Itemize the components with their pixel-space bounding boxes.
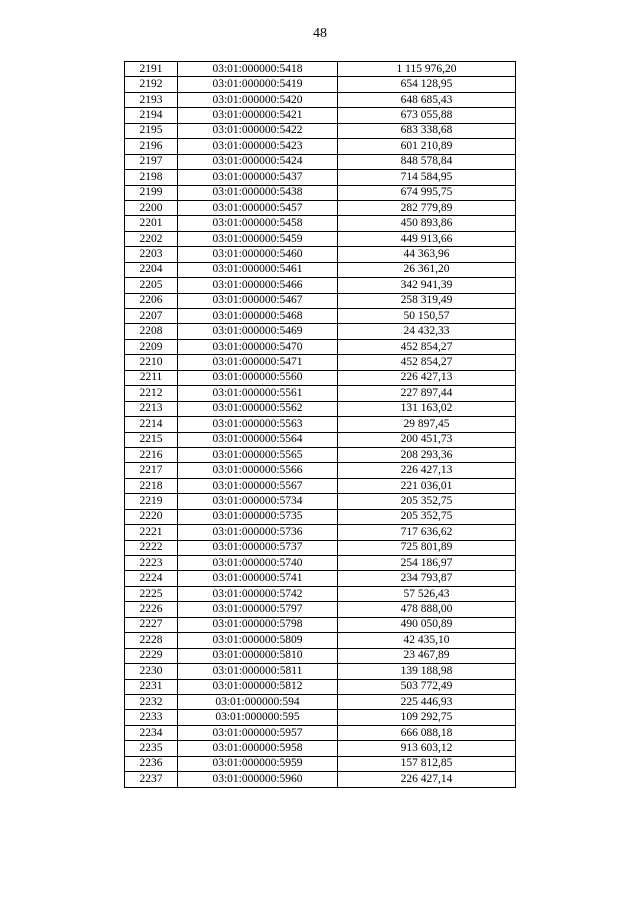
- row-number-cell: 2196: [125, 139, 178, 154]
- row-number-cell: 2203: [125, 247, 178, 262]
- cadastral-value-cell: 254 186,97: [338, 556, 516, 571]
- cadastral-number-cell: 03:01:000000:5438: [178, 185, 338, 200]
- cadastral-value-cell: 725 801,89: [338, 540, 516, 555]
- cadastral-number-cell: 03:01:000000:5957: [178, 725, 338, 740]
- cadastral-value-cell: 490 050,89: [338, 617, 516, 632]
- row-number-cell: 2205: [125, 278, 178, 293]
- row-number-cell: 2213: [125, 401, 178, 416]
- row-number-cell: 2195: [125, 123, 178, 138]
- table-row: [125, 355, 516, 370]
- cadastral-number-cell: 03:01:000000:5421: [178, 108, 338, 123]
- cadastral-value-cell: 683 338,68: [338, 123, 516, 138]
- cadastral-number-cell: 03:01:000000:5470: [178, 339, 338, 354]
- table-row: [125, 139, 516, 154]
- cadastral-value-table: [124, 61, 516, 788]
- cadastral-number-cell: 03:01:000000:5466: [178, 278, 338, 293]
- row-number-cell: 2198: [125, 170, 178, 185]
- cadastral-value-cell: 717 636,62: [338, 525, 516, 540]
- cadastral-value-cell: 57 526,43: [338, 586, 516, 601]
- cadastral-number-cell: 03:01:000000:5741: [178, 571, 338, 586]
- table-row: [125, 679, 516, 694]
- table-row: [125, 772, 516, 787]
- table-row: [125, 401, 516, 416]
- cadastral-number-cell: 03:01:000000:5959: [178, 756, 338, 771]
- row-number-cell: 2218: [125, 478, 178, 493]
- row-number-cell: 2193: [125, 92, 178, 107]
- row-number-cell: 2225: [125, 586, 178, 601]
- row-number-cell: 2237: [125, 772, 178, 787]
- table-row: [125, 370, 516, 385]
- cadastral-number-cell: 03:01:000000:5562: [178, 401, 338, 416]
- row-number-cell: 2227: [125, 617, 178, 632]
- table-row: [125, 324, 516, 339]
- table-row: [125, 62, 516, 77]
- table-row: [125, 509, 516, 524]
- cadastral-number-cell: 03:01:000000:594: [178, 694, 338, 709]
- table-row: [125, 664, 516, 679]
- cadastral-number-cell: 03:01:000000:5469: [178, 324, 338, 339]
- cadastral-number-cell: 03:01:000000:5423: [178, 139, 338, 154]
- table-row: [125, 432, 516, 447]
- table-row: [125, 694, 516, 709]
- table-row: [125, 586, 516, 601]
- table-row: [125, 170, 516, 185]
- cadastral-value-cell: 200 451,73: [338, 432, 516, 447]
- row-number-cell: 2207: [125, 309, 178, 324]
- table-row: [125, 725, 516, 740]
- cadastral-value-cell: 29 897,45: [338, 417, 516, 432]
- table-row: [125, 77, 516, 92]
- table-row: [125, 185, 516, 200]
- row-number-cell: 2226: [125, 602, 178, 617]
- cadastral-number-cell: 03:01:000000:5958: [178, 741, 338, 756]
- row-number-cell: 2222: [125, 540, 178, 555]
- cadastral-number-cell: 03:01:000000:5811: [178, 664, 338, 679]
- table-row: [125, 494, 516, 509]
- row-number-cell: 2211: [125, 370, 178, 385]
- table-row: [125, 154, 516, 169]
- table-row: [125, 556, 516, 571]
- cadastral-number-cell: 03:01:000000:5734: [178, 494, 338, 509]
- cadastral-number-cell: 03:01:000000:5458: [178, 216, 338, 231]
- row-number-cell: 2215: [125, 432, 178, 447]
- row-number-cell: 2224: [125, 571, 178, 586]
- cadastral-number-cell: 03:01:000000:5736: [178, 525, 338, 540]
- cadastral-value-cell: 648 685,43: [338, 92, 516, 107]
- cadastral-number-cell: 03:01:000000:5735: [178, 509, 338, 524]
- cadastral-value-cell: 674 995,75: [338, 185, 516, 200]
- cadastral-number-cell: 03:01:000000:5422: [178, 123, 338, 138]
- cadastral-value-cell: 26 361,20: [338, 262, 516, 277]
- row-number-cell: 2199: [125, 185, 178, 200]
- cadastral-number-cell: 03:01:000000:5798: [178, 617, 338, 632]
- row-number-cell: 2217: [125, 463, 178, 478]
- table-row: [125, 617, 516, 632]
- row-number-cell: 2210: [125, 355, 178, 370]
- cadastral-value-cell: 1 115 976,20: [338, 62, 516, 77]
- cadastral-value-cell: 226 427,14: [338, 772, 516, 787]
- cadastral-value-cell: 42 435,10: [338, 633, 516, 648]
- cadastral-value-cell: 50 150,57: [338, 309, 516, 324]
- cadastral-number-cell: 03:01:000000:5437: [178, 170, 338, 185]
- row-number-cell: 2235: [125, 741, 178, 756]
- row-number-cell: 2208: [125, 324, 178, 339]
- table-row: [125, 278, 516, 293]
- row-number-cell: 2234: [125, 725, 178, 740]
- table-row: [125, 293, 516, 308]
- table-row: [125, 216, 516, 231]
- cadastral-number-cell: 03:01:000000:5810: [178, 648, 338, 663]
- row-number-cell: 2229: [125, 648, 178, 663]
- cadastral-number-cell: 03:01:000000:5457: [178, 200, 338, 215]
- cadastral-number-cell: 03:01:000000:5567: [178, 478, 338, 493]
- page-number: 48: [313, 26, 327, 41]
- cadastral-number-cell: 03:01:000000:5424: [178, 154, 338, 169]
- cadastral-number-cell: 03:01:000000:5471: [178, 355, 338, 370]
- table-row: [125, 525, 516, 540]
- cadastral-value-cell: 205 352,75: [338, 509, 516, 524]
- table-row: [125, 463, 516, 478]
- cadastral-value-cell: 23 467,89: [338, 648, 516, 663]
- cadastral-number-cell: 03:01:000000:5809: [178, 633, 338, 648]
- cadastral-value-cell: 452 854,27: [338, 339, 516, 354]
- row-number-cell: 2204: [125, 262, 178, 277]
- cadastral-value-cell: 503 772,49: [338, 679, 516, 694]
- cadastral-value-cell: 449 913,66: [338, 231, 516, 246]
- table-row: [125, 741, 516, 756]
- cadastral-value-cell: 258 319,49: [338, 293, 516, 308]
- cadastral-value-cell: 208 293,36: [338, 447, 516, 462]
- row-number-cell: 2223: [125, 556, 178, 571]
- cadastral-number-cell: 03:01:000000:5418: [178, 62, 338, 77]
- cadastral-value-cell: 342 941,39: [338, 278, 516, 293]
- cadastral-value-cell: 131 163,02: [338, 401, 516, 416]
- table-row: [125, 648, 516, 663]
- cadastral-value-cell: 227 897,44: [338, 386, 516, 401]
- row-number-cell: 2194: [125, 108, 178, 123]
- row-number-cell: 2214: [125, 417, 178, 432]
- cadastral-number-cell: 03:01:000000:5566: [178, 463, 338, 478]
- cadastral-value-cell: 44 363,96: [338, 247, 516, 262]
- table-row: [125, 447, 516, 462]
- cadastral-number-cell: 03:01:000000:5563: [178, 417, 338, 432]
- table-row: [125, 200, 516, 215]
- cadastral-value-cell: 282 779,89: [338, 200, 516, 215]
- cadastral-value-cell: 109 292,75: [338, 710, 516, 725]
- cadastral-number-cell: 03:01:000000:5797: [178, 602, 338, 617]
- cadastral-value-cell: 234 793,87: [338, 571, 516, 586]
- cadastral-value-cell: 913 603,12: [338, 741, 516, 756]
- table-row: [125, 478, 516, 493]
- row-number-cell: 2228: [125, 633, 178, 648]
- table-row: [125, 123, 516, 138]
- cadastral-value-cell: 226 427,13: [338, 370, 516, 385]
- cadastral-number-cell: 03:01:000000:5565: [178, 447, 338, 462]
- row-number-cell: 2233: [125, 710, 178, 725]
- cadastral-number-cell: 03:01:000000:5468: [178, 309, 338, 324]
- row-number-cell: 2202: [125, 231, 178, 246]
- table-row: [125, 633, 516, 648]
- cadastral-value-cell: 666 088,18: [338, 725, 516, 740]
- row-number-cell: 2219: [125, 494, 178, 509]
- cadastral-value-cell: 226 427,13: [338, 463, 516, 478]
- row-number-cell: 2201: [125, 216, 178, 231]
- cadastral-value-cell: 24 432,33: [338, 324, 516, 339]
- table-row: [125, 756, 516, 771]
- table-row: [125, 710, 516, 725]
- row-number-cell: 2221: [125, 525, 178, 540]
- cadastral-number-cell: 03:01:000000:5560: [178, 370, 338, 385]
- table-row: [125, 339, 516, 354]
- cadastral-value-cell: 225 446,93: [338, 694, 516, 709]
- table-row: [125, 262, 516, 277]
- row-number-cell: 2230: [125, 664, 178, 679]
- cadastral-number-cell: 03:01:000000:5561: [178, 386, 338, 401]
- cadastral-number-cell: 03:01:000000:5564: [178, 432, 338, 447]
- cadastral-number-cell: 03:01:000000:5420: [178, 92, 338, 107]
- cadastral-value-cell: 450 893,86: [338, 216, 516, 231]
- row-number-cell: 2231: [125, 679, 178, 694]
- row-number-cell: 2220: [125, 509, 178, 524]
- table-row: [125, 247, 516, 262]
- cadastral-number-cell: 03:01:000000:5459: [178, 231, 338, 246]
- table-row: [125, 108, 516, 123]
- table-row: [125, 540, 516, 555]
- cadastral-number-cell: 03:01:000000:5742: [178, 586, 338, 601]
- cadastral-number-cell: 03:01:000000:5740: [178, 556, 338, 571]
- table-row: [125, 602, 516, 617]
- cadastral-number-cell: 03:01:000000:5419: [178, 77, 338, 92]
- cadastral-value-cell: 714 584,95: [338, 170, 516, 185]
- cadastral-number-cell: 03:01:000000:5461: [178, 262, 338, 277]
- cadastral-value-cell: 205 352,75: [338, 494, 516, 509]
- cadastral-number-cell: 03:01:000000:5812: [178, 679, 338, 694]
- table-row: [125, 231, 516, 246]
- cadastral-value-cell: 848 578,84: [338, 154, 516, 169]
- cadastral-value-cell: 673 055,88: [338, 108, 516, 123]
- row-number-cell: 2216: [125, 447, 178, 462]
- cadastral-number-cell: 03:01:000000:595: [178, 710, 338, 725]
- cadastral-number-cell: 03:01:000000:5460: [178, 247, 338, 262]
- cadastral-number-cell: 03:01:000000:5737: [178, 540, 338, 555]
- table-body: [125, 62, 516, 788]
- row-number-cell: 2191: [125, 62, 178, 77]
- cadastral-value-cell: 654 128,95: [338, 77, 516, 92]
- cadastral-number-cell: 03:01:000000:5960: [178, 772, 338, 787]
- cadastral-value-cell: 601 210,89: [338, 139, 516, 154]
- row-number-cell: 2212: [125, 386, 178, 401]
- row-number-cell: 2200: [125, 200, 178, 215]
- cadastral-value-cell: 139 188,98: [338, 664, 516, 679]
- cadastral-number-cell: 03:01:000000:5467: [178, 293, 338, 308]
- table-row: [125, 92, 516, 107]
- cadastral-value-cell: 221 036,01: [338, 478, 516, 493]
- table-row: [125, 386, 516, 401]
- cadastral-value-cell: 157 812,85: [338, 756, 516, 771]
- row-number-cell: 2209: [125, 339, 178, 354]
- cadastral-value-cell: 478 888,00: [338, 602, 516, 617]
- cadastral-value-cell: 452 854,27: [338, 355, 516, 370]
- row-number-cell: 2206: [125, 293, 178, 308]
- row-number-cell: 2232: [125, 694, 178, 709]
- table-row: [125, 571, 516, 586]
- row-number-cell: 2236: [125, 756, 178, 771]
- table-row: [125, 417, 516, 432]
- table-row: [125, 309, 516, 324]
- row-number-cell: 2192: [125, 77, 178, 92]
- row-number-cell: 2197: [125, 154, 178, 169]
